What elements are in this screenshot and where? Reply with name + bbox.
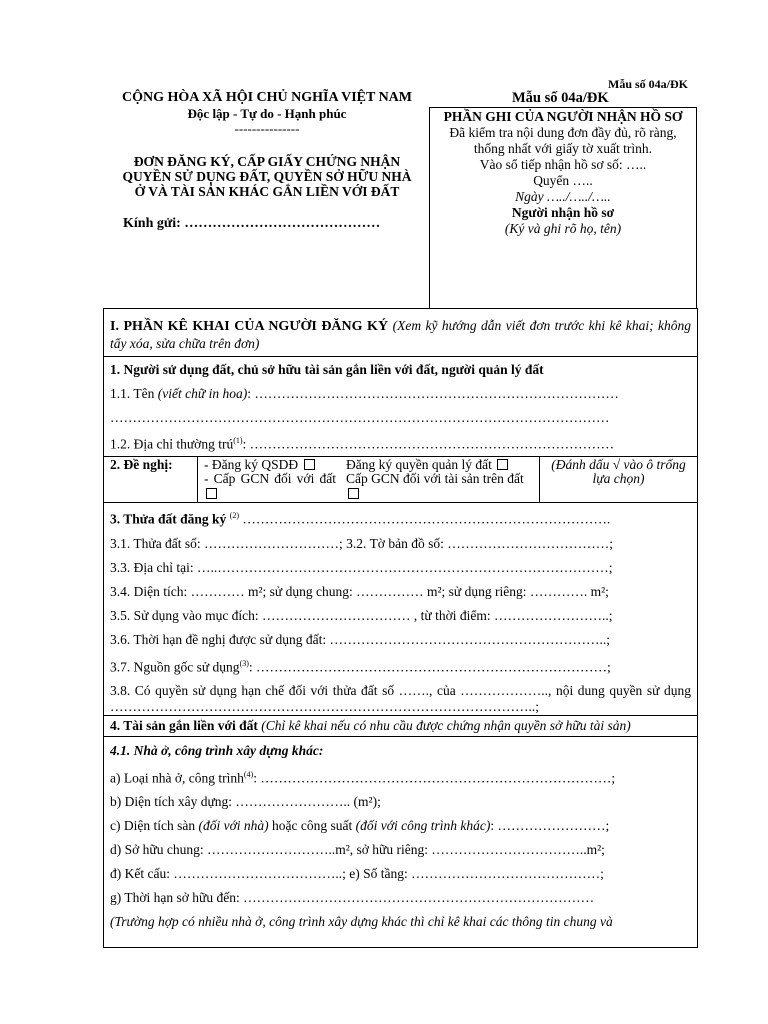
checkbox[interactable] <box>348 488 359 499</box>
ownership-area-field[interactable]: d) Sở hữu chung: ………………………..m², sở hữu riêng: ……………………………..m²; <box>110 842 605 857</box>
name-hint: (viết chữ in hoa) <box>157 386 248 401</box>
footnote-ref: (3) <box>239 658 249 668</box>
recipient-text: Kính gửi: …………………………………… <box>123 216 381 231</box>
restricted-rights-field[interactable]: 3.8. Có quyền sử dụng hạn chế đối với thửa đất số ……., của ……………….., nội dung quyền sử dụng …………………………………………………………………………………..; <box>110 683 691 714</box>
part-2-note: (Đánh dấu √ vào ô trống lựa chọn) <box>551 456 686 486</box>
part-4-header <box>110 718 691 734</box>
option-label: - Đăng ký QSDĐ <box>204 456 299 472</box>
option-label: Cấp GCN đối với tài sản trên đất <box>346 471 524 486</box>
land-origin-label: 3.7. Nguồn gốc sử dụng <box>110 659 240 674</box>
floor-area-hint-other: (đối với công trình khác) <box>355 818 491 833</box>
request-options-management <box>340 457 540 503</box>
ownership-term-field[interactable]: g) Thời hạn sở hữu đến: …………………………………………………………………… <box>110 890 595 905</box>
office-box-sign-note: (Ký và ghi rõ họ, tên) <box>504 221 622 236</box>
document-header <box>108 89 426 231</box>
office-box-heading: PHẦN GHI CỦA NGƯỜI NHẬN HỒ SƠ <box>443 109 683 124</box>
option-register-land-use[interactable] <box>204 458 336 473</box>
office-box-check-text: Đã kiểm tra nội dung đơn đầy đủ, rõ ràng, thống nhất với giấy tờ xuất trình. <box>449 125 677 156</box>
land-use-term-field[interactable]: 3.6. Thời hạn đề nghị được sử dụng đất: ……………………………………………………..; <box>110 631 611 647</box>
building-type-field[interactable] <box>110 763 691 791</box>
structure-floors-field[interactable]: đ) Kết cấu: ………………………………..; e) Số tầng: ……………………………………; <box>110 866 604 881</box>
option-label: - Cấp GCN đối với đất <box>204 471 336 486</box>
building-type-dots: : ……………………………………………………………………; <box>253 770 616 785</box>
form-title-line: ĐƠN ĐĂNG KÝ, CẤP GIẤY CHỨNG NHẬN <box>133 154 401 169</box>
name-field[interactable] <box>110 382 691 406</box>
recipient-field[interactable] <box>123 216 380 232</box>
part-2-label: 2. Đề nghị: <box>104 457 198 503</box>
multiple-buildings-note: (Trường hợp có nhiều nhà ở, công trình xây dựng khác thì chỉ kê khai các thông tin chung và <box>110 914 613 929</box>
form-title-line: QUYỀN SỬ DỤNG ĐẤT, QUYỀN SỞ HỮU NHÀ <box>122 169 412 184</box>
part-4-note: (Chỉ kê khai nếu có nhu cầu được chứng nhận quyền sở hữu tài sản) <box>261 718 631 733</box>
country-name: CỘNG HÒA XÃ HỘI CHỦ NGHĨA VIỆT NAM <box>121 90 412 105</box>
part-3-title-dots: ………………………………………………………………………. <box>238 511 611 527</box>
land-use-purpose-field[interactable]: 3.5. Sử dụng vào mục đích: …………………………… , từ thời điểm: ……………………..; <box>110 607 613 623</box>
section-1-note: (Xem kỹ hướng dẫn viết đơn trước khi kê khai; không tẩy xóa, sửa chữa trên đơn) <box>110 318 692 351</box>
parcel-address-field[interactable]: 3.3. Địa chỉ tại: …..……………………………………………………………………………; <box>110 559 613 575</box>
part-4-assets <box>104 716 697 736</box>
address-dots: : ……………………………………………………………………… <box>242 436 615 452</box>
footnote-ref: (4) <box>243 769 254 779</box>
footnote-ref: (1) <box>233 436 243 445</box>
form-title <box>108 154 426 199</box>
checkbox[interactable] <box>206 488 217 499</box>
part-3-title: 3. Thửa đất đăng ký <box>110 511 227 527</box>
form-code-top: Mẫu số 04a/ĐK <box>608 77 689 91</box>
office-box-date: Ngày …../…../….. <box>515 189 611 204</box>
part-1-applicant <box>104 357 697 457</box>
part-2-request <box>104 457 697 504</box>
part-4-title: 4. Tài sản gắn liền với đất <box>110 718 258 733</box>
option-register-management[interactable] <box>346 458 533 473</box>
part-4-1-title: 4.1. Nhà ở, công trình xây dựng khác: <box>110 742 324 758</box>
section-1-title: I. PHẦN KÊ KHAI CỦA NGƯỜI ĐĂNG KÝ <box>110 319 389 334</box>
option-certificate-land[interactable] <box>204 472 336 501</box>
address-label: 1.2. Địa chỉ thường trú <box>110 436 234 452</box>
floor-area-field[interactable] <box>110 814 691 838</box>
name-dots: : ……………………………………………………………………… <box>247 386 619 401</box>
name-field-continued[interactable]: ………………………………………………………………………………………………… <box>110 410 610 425</box>
part-1-title: 1. Người sử dụng đất, chủ sở hữu tài sản gắn liền với đất, người quản lý đất <box>110 362 544 377</box>
office-box-receiver: Người nhận hồ sơ <box>511 205 615 220</box>
office-box-book: Quyển ….. <box>533 173 593 188</box>
address-field[interactable] <box>110 430 691 456</box>
checkbox[interactable] <box>304 459 315 470</box>
option-certificate-assets[interactable] <box>346 472 533 501</box>
land-origin-field[interactable] <box>110 652 691 680</box>
form-title-line: Ở VÀ TÀI SẢN KHÁC GẮN LIỀN VỚI ĐẤT <box>134 184 400 199</box>
office-use-box <box>429 107 697 309</box>
land-origin-dots: : ……………………………………………………………………; <box>248 659 611 674</box>
floor-area-hint-house: (đối với nhà) <box>198 818 269 833</box>
parcel-number-field[interactable]: 3.1. Thửa đất số: …………………………; 3.2. Tờ bản đồ số: ………………………………; <box>110 535 613 551</box>
parcel-area-field[interactable]: 3.4. Diện tích: ………… m²; sử dụng chung: …………… m²; sử dụng riêng: …………. m²; <box>110 583 609 599</box>
checkbox[interactable] <box>497 459 508 470</box>
declaration-table <box>103 308 698 948</box>
form-code-box-label: Mẫu số 04a/ĐK <box>512 90 609 106</box>
construction-area-field[interactable]: b) Diện tích xây dựng: …………………….. (m²); <box>110 794 381 809</box>
building-type-label: a) Loại nhà ở, công trình <box>110 770 244 785</box>
floor-area-mid: hoặc công suất <box>268 818 356 833</box>
header-separator: --------------- <box>234 121 300 136</box>
floor-area-label: c) Diện tích sàn <box>110 818 199 833</box>
part-3-title-line <box>110 504 691 532</box>
national-motto: Độc lập - Tự do - Hạnh phúc <box>187 106 347 121</box>
office-box-register: Vào sổ tiếp nhận hồ sơ số: ….. <box>479 157 647 172</box>
option-label: Đăng ký quyền quản lý đất <box>346 456 492 472</box>
name-label: 1.1. Tên <box>110 386 158 401</box>
part-4-1-buildings <box>104 736 697 937</box>
section-1-header <box>104 309 697 357</box>
part-3-land-parcel <box>104 503 697 716</box>
footnote-ref: (2) <box>229 511 239 520</box>
floor-area-dots: : ……………………; <box>490 818 610 833</box>
request-options-land <box>198 457 340 503</box>
